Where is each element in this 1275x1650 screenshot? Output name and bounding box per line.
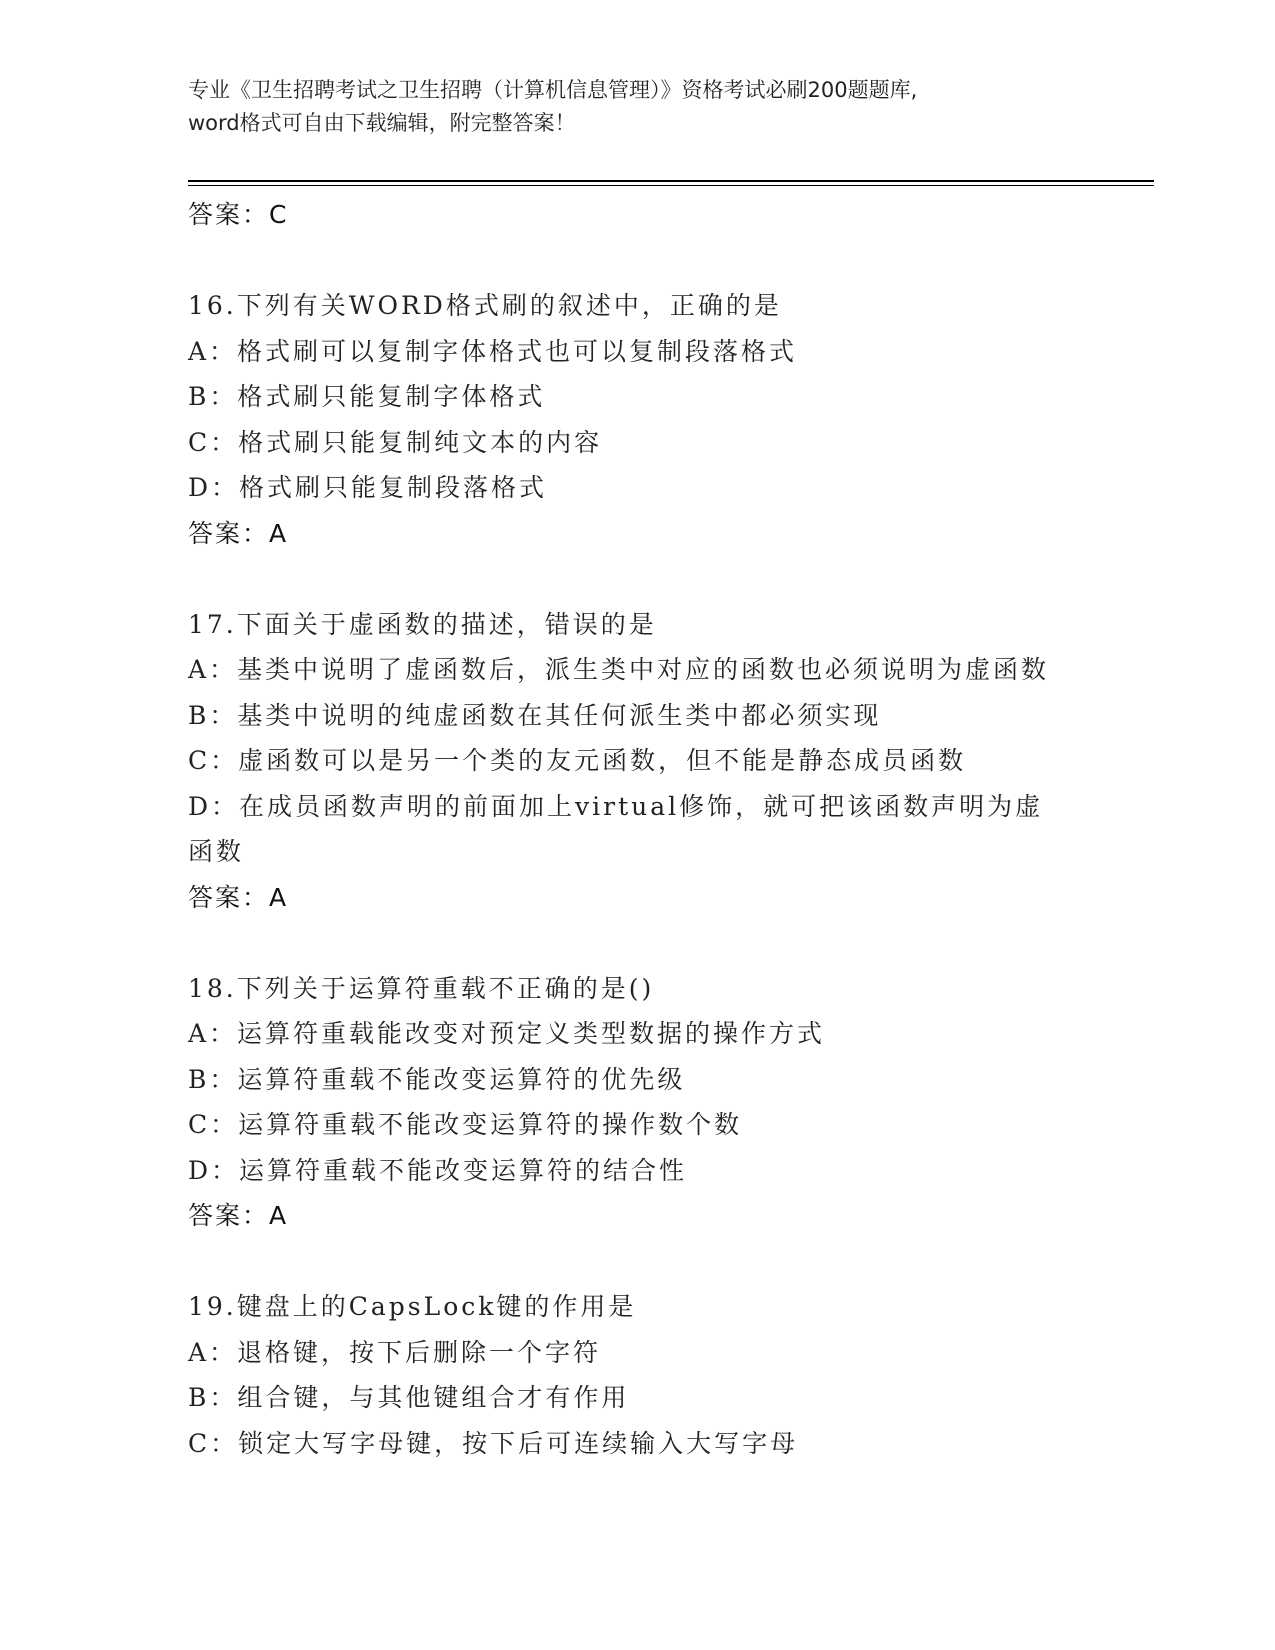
option-c: C：锁定大写字母键，按下后可连续输入大写字母	[188, 1428, 799, 1458]
header-rule-thick	[188, 180, 1154, 182]
option-a: A：退格键，按下后删除一个字符	[188, 1337, 602, 1367]
question-stem: 16.下列有关WORD格式刷的叙述中，正确的是	[188, 291, 782, 320]
question-block	[188, 966, 1088, 1239]
option-d: D：格式刷只能复制段落格式	[188, 473, 548, 502]
question-stem: 17.下面关于虚函数的描述，错误的是	[188, 609, 657, 639]
option-c: C：运算符重载不能改变运算符的操作数个数	[188, 1110, 743, 1139]
option-b: B：组合键，与其他键组合才有作用	[188, 1383, 630, 1412]
question-list	[188, 192, 1088, 1466]
option-a: A：基类中说明了虚函数后，派生类中对应的函数也必须说明为虚函数	[188, 655, 1050, 684]
question-stem: 18.下列关于运算符重载不正确的是()	[188, 973, 655, 1003]
option-a: A：运算符重载能改变对预定义类型数据的操作方式	[188, 1019, 826, 1048]
header-title-line: 专业《卫生招聘考试之卫生招聘（计算机信息管理）》资格考试必刷200题题库,	[188, 78, 918, 102]
question-stem: 19.键盘上的CapsLock键的作用是	[188, 1292, 637, 1321]
answer-line: 答案：C	[188, 200, 289, 229]
option-b: B：格式刷只能复制字体格式	[188, 382, 546, 411]
header-rule-thin	[188, 185, 1154, 186]
option-b: B：基类中说明的纯虚函数在其任何派生类中都必须实现	[188, 700, 882, 730]
option-d: D：运算符重载不能改变运算符的结合性	[188, 1155, 688, 1185]
option-b: B：运算符重载不能改变运算符的优先级	[188, 1064, 686, 1094]
option-a: A：格式刷可以复制字体格式也可以复制段落格式	[188, 336, 798, 366]
spacer	[188, 1239, 1088, 1285]
answer-line: 答案：A	[188, 1201, 289, 1230]
document-header	[188, 74, 1088, 140]
option-c: C：虚函数可以是另一个类的友元函数，但不能是静态成员函数	[188, 746, 967, 775]
spacer	[188, 238, 1088, 284]
answer-line: 答案：A	[188, 882, 289, 912]
spacer	[188, 920, 1088, 966]
answer-line: 答案：A	[188, 518, 289, 548]
spacer	[188, 556, 1088, 602]
option-d: D：在成员函数声明的前面加上virtual修饰，就可把该函数声明为虚函数	[188, 791, 1044, 866]
question-block	[188, 283, 1088, 556]
question-block	[188, 1284, 1088, 1466]
question-block	[188, 602, 1088, 921]
option-c: C：格式刷只能复制纯文本的内容	[188, 427, 603, 457]
header-subtitle-line: word格式可自由下载编辑，附完整答案！	[188, 111, 576, 135]
